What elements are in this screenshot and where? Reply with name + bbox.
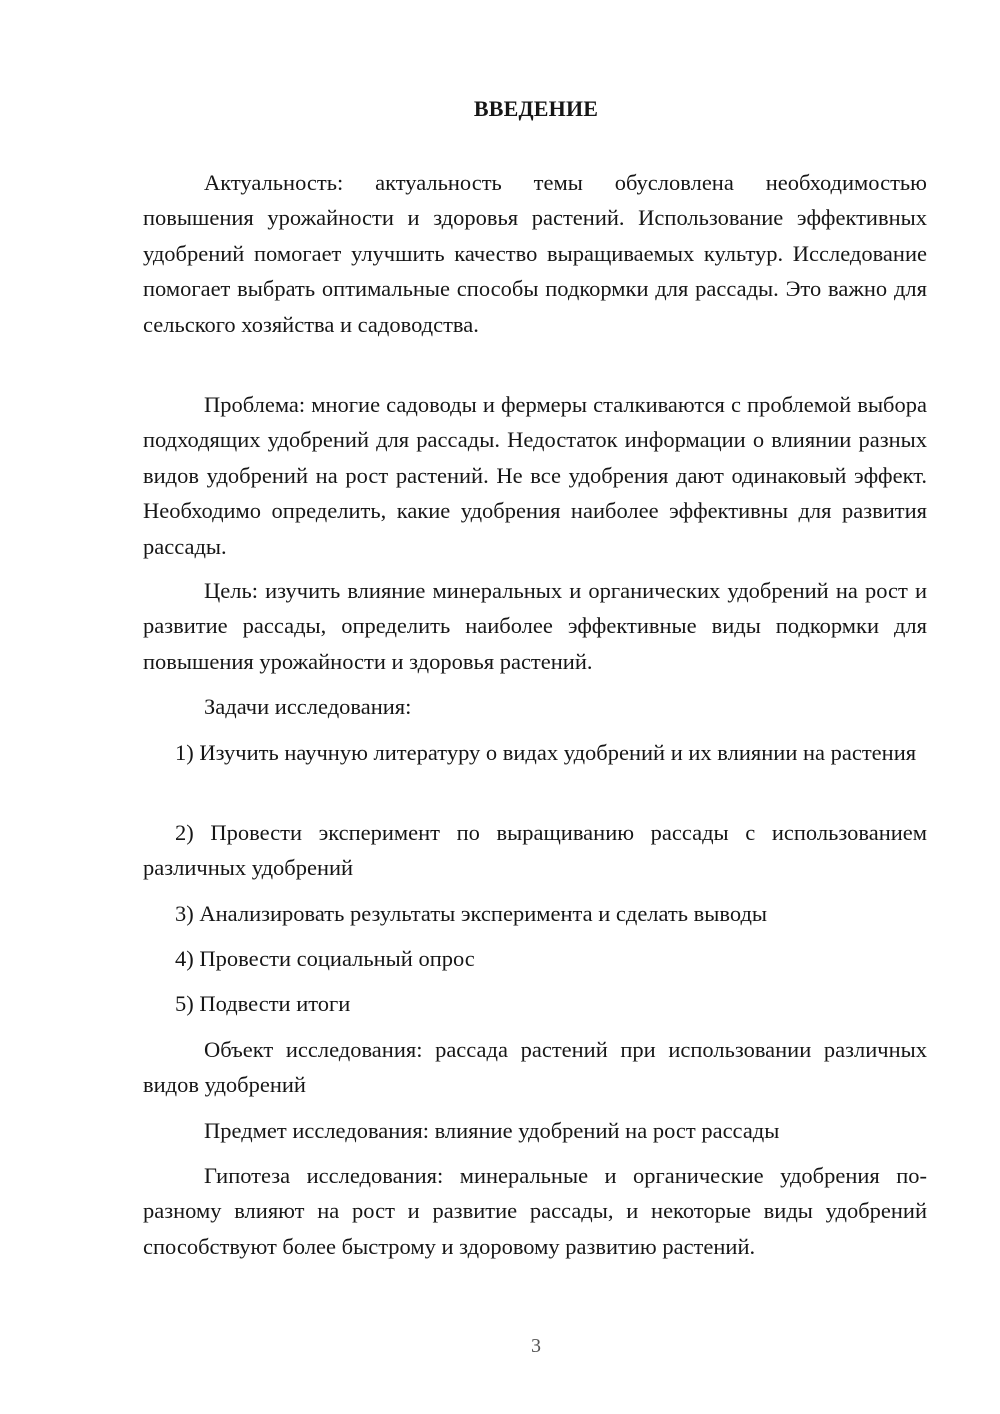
paragraph-subject: Предмет исследования: влияние удобрений на рост рассады: [204, 1117, 780, 1143]
page-number: 3: [531, 1335, 541, 1357]
task-item-5: 5) Подвести итоги: [175, 990, 351, 1016]
task-item-1: 1) Изучить научную литературу о видах удобрений и их влиянии на растения: [175, 739, 917, 765]
task-item-2: 2) Провести эксперимент по выращиванию рассады с использованием различных удобрений: [143, 819, 927, 880]
paragraph-hypothesis: Гипотеза исследования: минеральные и органические удобрения по-разному влияют на рост и развитие рассады, и некоторые виды удобрений способствуют более быстрому и здоровому развитию растений.: [143, 1162, 927, 1259]
paragraph-relevance: Актуальность: актуальность темы обусловлена необходимостью повышения урожайности и здоровья растений. Использование эффективных удобрений помогает улучшить качество выращиваемых культур. Исследование помогает выбрать оптимальные способы подкормки для рассады. Это важно для сельского хозяйства и садоводства.: [143, 169, 927, 337]
page-title: ВВЕДЕНИЕ: [473, 96, 599, 121]
paragraph-object: Объект исследования: рассада растений при использовании различных видов удобрений: [143, 1036, 927, 1097]
task-item-3: 3) Анализировать результаты эксперимента и сделать выводы: [175, 900, 768, 926]
paragraph-problem: Проблема: многие садоводы и фермеры сталкиваются с проблемой выбора подходящих удобрений для рассады. Недостаток информации о влиянии разных видов удобрений на рост растений. Не все удобрения дают одинаковый эффект. Необходимо определить, какие удобрения наиболее эффективны для развития рассады.: [143, 391, 927, 559]
task-item-4: 4) Провести социальный опрос: [175, 945, 475, 971]
paragraph-goal: Цель: изучить влияние минеральных и органических удобрений на рост и развитие рассады, определить наиболее эффективные виды подкормки для повышения урожайности и здоровья растений.: [143, 577, 927, 674]
tasks-heading: Задачи исследования:: [204, 693, 412, 719]
